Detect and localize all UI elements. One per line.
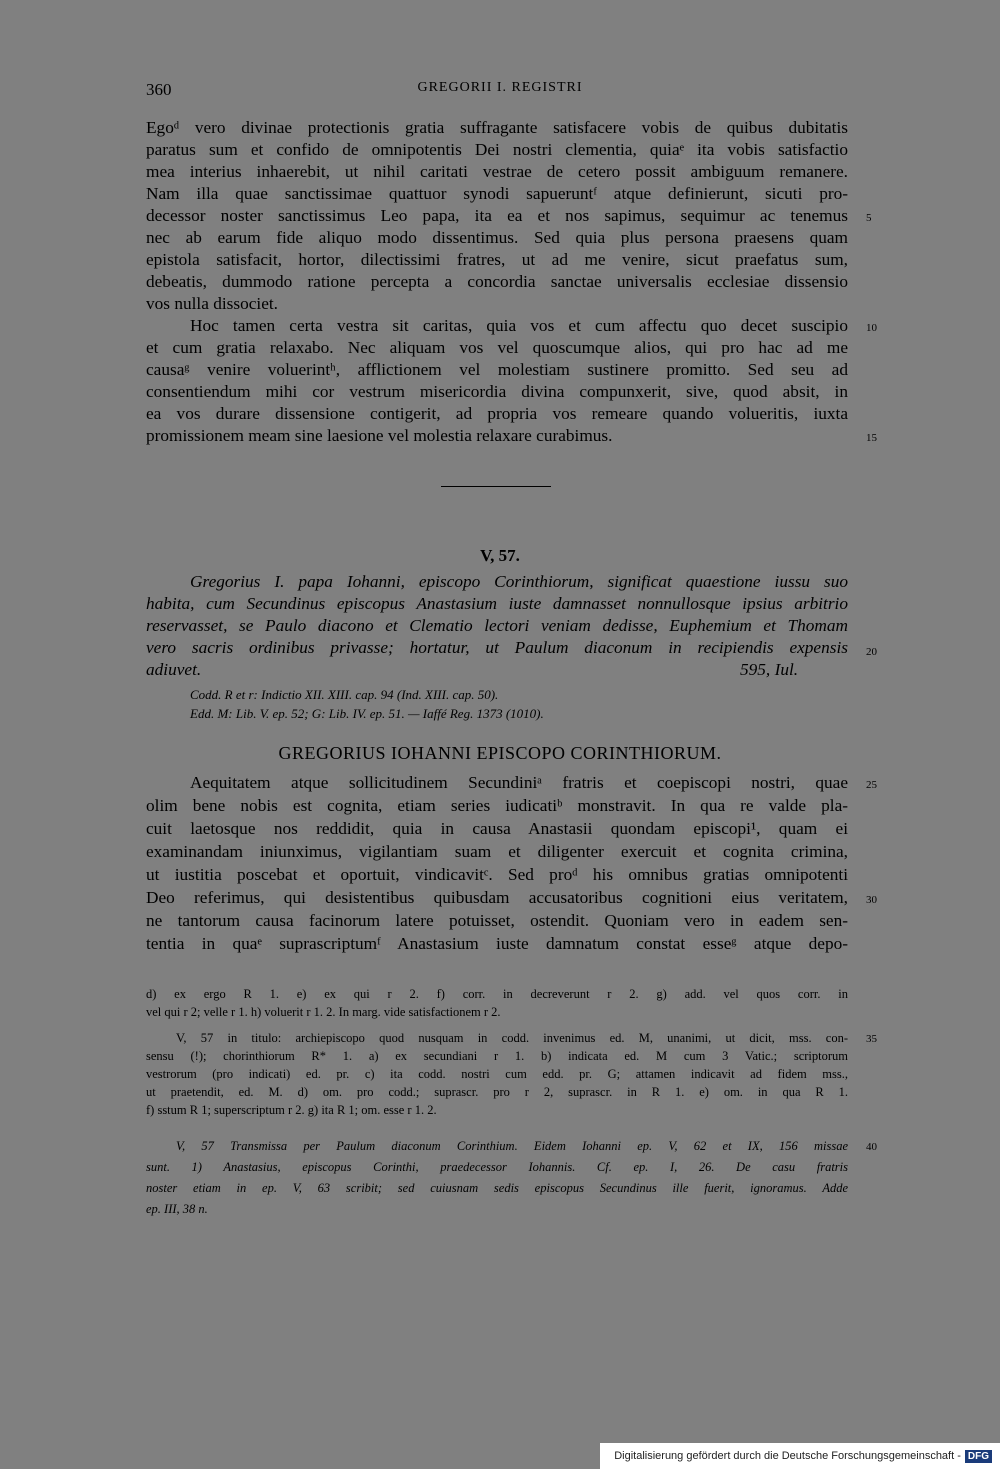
running-title: GREGORII I. REGISTRI xyxy=(417,80,583,95)
footnote-line: d) ex ergo R 1. e) ex qui r 2. f) corr. in decreverunt r 2. g) add. vel quos corr. in xyxy=(146,987,848,1001)
body-line: paratus sum et confido de omnipotentis Dei nostri clementia, quiaᵉ ita vobis satisfactio xyxy=(146,140,848,159)
body-line: Hoc tamen certa vestra sit caritas, quia vos et cum affectu quo decet suscipio xyxy=(190,316,848,335)
letter-text-line: ne tantorum causa facinorum latere potuisset, ostendit. Quoniam vero in eadem sen- xyxy=(146,911,848,930)
line-number: 20 xyxy=(866,646,877,658)
section-divider xyxy=(441,486,551,487)
line-number: 10 xyxy=(866,322,877,334)
commentary-line: noster etiam in ep. V, 63 scribit; sed cuiusnam sedis episcopus Secundinus ille fuerit, ignoramus. Adde xyxy=(146,1181,848,1195)
letter-date: 595, Iul. xyxy=(740,660,799,679)
footnote-line: V, 57 in titulo: archiepiscopo quod nusquam in codd. invenimus ed. M, unanimi, ut dicit, mss. con- xyxy=(176,1031,848,1045)
summary-line: vero sacris ordinibus privasse; hortatur, ut Paulum diaconum in recipiendis expensis xyxy=(146,638,848,657)
commentary-line: V, 57 Transmissa per Paulum diaconum Corinthium. Eidem Iohanni ep. V, 62 et IX, 156 missae xyxy=(176,1139,848,1153)
letter-text-line: cuit laetosque nos reddidit, quia in causa Anastasii quondam episcopi¹, quam ei xyxy=(146,819,848,838)
digitization-credit: Digitalisierung gefördert durch die Deutsche Forschungsgemeinschaft - xyxy=(614,1450,961,1462)
page-number: 360 xyxy=(146,80,172,99)
commentary-line: ep. III, 38 n. xyxy=(146,1202,208,1216)
line-number: 30 xyxy=(866,894,877,906)
dfg-logo-icon: DFG xyxy=(965,1450,992,1463)
line-number: 15 xyxy=(866,432,877,444)
line-number: 25 xyxy=(866,779,877,791)
body-line: vos nulla dissociet. xyxy=(146,294,278,313)
letter-text-line: examinandam iniunximus, vigilantiam suam et diligenter exercuit et cognita crimina, xyxy=(146,842,848,861)
footnote-line: vel qui r 2; velle r 1. h) voluerit r 1. 2. In marg. vide satisfactionem r 2. xyxy=(146,1005,501,1019)
footnote-line: f) sstum R 1; superscriptum r 2. g) ita R 1; om. esse r 1. 2. xyxy=(146,1103,437,1117)
summary-line: Gregorius I. papa Iohanni, episcopo Corinthiorum, significat quaestione iussu suo xyxy=(190,572,848,591)
line-number: 40 xyxy=(866,1141,877,1153)
line-number: 5 xyxy=(866,212,872,224)
summary-line: adiuvet. xyxy=(146,660,202,679)
summary-line: habita, cum Secundinus episcopus Anastasium iuste damnasset nonnullosque ipsius arbitrio xyxy=(146,594,848,613)
footnote-line: sensu (!); chorinthiorum R* 1. a) ex secundiani r 1. b) indicata ed. M cum 3 Vatic.; scriptorum xyxy=(146,1049,848,1063)
body-line: Egoᵈ vero divinae protectionis gratia suffragante satisfacere vobis de quibus dubitatis xyxy=(146,118,848,137)
letter-title: GREGORIUS IOHANNI EPISCOPO CORINTHIORUM. xyxy=(278,743,722,763)
line-number: 35 xyxy=(866,1033,877,1045)
summary-line: reservasset, se Paulo diacono et Clematio lectori veniam dedisse, Euphemium et Thomam xyxy=(146,616,848,635)
body-line: decessor noster sanctissimus Leo papa, ita ea et nos sapimus, sequimur ac tenemus xyxy=(146,206,848,225)
letter-text-line: tentia in quaᵉ suprascriptumᶠ Anastasium iuste damnatum constat esseᵍ atque depo- xyxy=(146,934,848,953)
body-line: epistola satisfacit, hortor, dilectissimi fratres, ut ad me venire, sicut praefatus sum, xyxy=(146,250,848,269)
body-line: debeatis, dummodo ratione percepta a concordia sanctae universalis ecclesiae dissensio xyxy=(146,272,848,291)
body-line: nec ab earum fide aliquo modo dissentimus. Sed quia plus persona praesens quam xyxy=(146,228,848,247)
editions-line: Edd. M: Lib. V. ep. 52; G: Lib. IV. ep. 51. — Iaffé Reg. 1373 (1010). xyxy=(190,706,544,721)
digitization-credit-bar xyxy=(600,1443,1000,1469)
body-line: promissionem meam sine laesione vel molestia relaxare curabimus. xyxy=(146,426,613,445)
commentary-line: sunt. 1) Anastasius, episcopus Corinthi, praedecessor Iohannis. Cf. ep. I, 26. De casu fratris xyxy=(146,1160,848,1174)
body-line: consentiendum mihi cor vestrum misericordia divina compunxerit, sive, quod absit, in xyxy=(146,382,848,401)
letter-number: V, 57. xyxy=(480,546,520,565)
letter-text-line: olim bene nobis est cognita, etiam series iudicatiᵇ monstravit. In qua re valde pla- xyxy=(146,796,848,815)
body-line: causaᵍ venire voluerintʰ, afflictionem vel molestiam sustinere promitto. Sed seu ad xyxy=(146,360,848,379)
body-line: ea vos durare dissensione contigerit, ad propria vos remeare quando volueritis, iuxta xyxy=(146,404,848,423)
codices-line: Codd. R et r: Indictio XII. XIII. cap. 94 (Ind. XIII. cap. 50). xyxy=(190,687,499,702)
body-line: mea interius inhaerebit, ut nihil caritati vestrae de cetero possit ambiguum remanere. xyxy=(146,162,848,181)
body-line: et cum gratia relaxabo. Nec aliquam vos vel quoscumque alios, qui pro hac ad me xyxy=(146,338,848,357)
footnote-line: vestrorum (pro indicati) ed. pr. c) ita codd. nostri cum edd. pr. G; attamen indicavit ad fidem mss., xyxy=(146,1067,848,1081)
footnote-line: ut praetendit, ed. M. d) om. pro codd.; suprascr. pro r 2, suprascr. in R 1. e) om. in qua R 1. xyxy=(146,1085,848,1099)
body-line: Nam illa quae sanctissimae quattuor synodi sapueruntᶠ atque definierunt, sicuti pro- xyxy=(146,184,848,203)
letter-text-line: ut iustitia poscebat et oportuit, vindicavitᶜ. Sed proᵈ his omnibus gratias omnipotenti xyxy=(146,865,848,884)
letter-text-line: Deo referimus, qui desistentibus quibusdam accusatoribus cognitioni eius veritatem, xyxy=(146,888,848,907)
letter-text-line: Aequitatem atque sollicitudinem Secundiniᵃ fratris et coepiscopi nostri, quae xyxy=(190,773,848,792)
